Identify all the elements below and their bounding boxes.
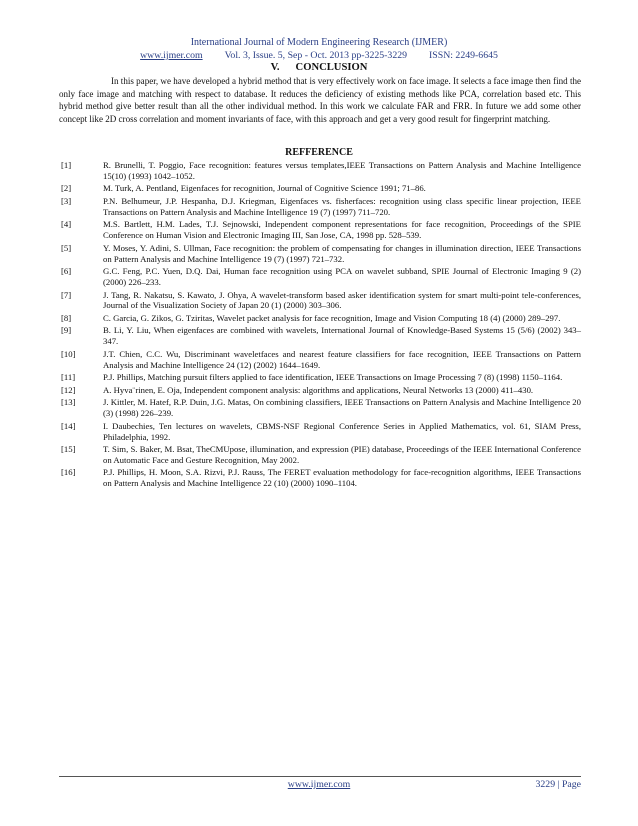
reference-text: R. Brunelli, T. Poggio, Face recognition: features versus templates,IEEE Transactions on Pattern Analysis and Machine Intelligence 15(10) (1993) 1042–1052.	[103, 160, 581, 181]
reference-number: [16]	[61, 467, 76, 478]
footer-url-link[interactable]: www.ijmer.com	[287, 779, 351, 790]
reference-text: B. Li, Y. Liu, When eigenfaces are combined with wavelets, International Journal of Knowledge-Based Systems 15 (5/6) (2002) 343–347.	[103, 325, 581, 347]
reference-text: I. Daubechies, Ten lectures on wavelets, CBMS-NSF Regional Conference Series in Applied Mathematics, vol. 61, SIAM Press, Philadelphia, 1992.	[103, 420, 581, 442]
reference-item	[59, 385, 581, 396]
reference-text: T. Sim, S. Baker, M. Bsat, TheCMUpose, illumination, and expression (PIE) database, Proceedings of the IEEE International Conference on Automatic Face and Gesture Recognition, May 2002.	[103, 444, 581, 465]
reference-item	[59, 325, 581, 347]
header-url-link[interactable]: www.ijmer.com	[140, 50, 203, 61]
reference-text: M.S. Bartlett, H.M. Lades, T.J. Sejnowski, Independent component representations for face recognition, Proceedings of the SPIE Conference on Human Vision and Electronic Imaging III, San Jose, CA, 1998 pp. 528–539.	[103, 219, 581, 241]
reference-text: P.J. Phillips, Matching pursuit filters applied to face identification, IEEE Transactions on Image Processing 7 (8) (1998) 1150–1164.	[103, 372, 563, 383]
header-meta	[0, 50, 638, 61]
reference-text: J.T. Chien, C.C. Wu, Discriminant waveletfaces and nearest feature classifiers for face recognition, IEEE Transactions on Pattern Analysis and Machine Intelligence 24 (12) (2002) 1644–1649.	[103, 348, 581, 370]
reference-item	[59, 349, 581, 371]
reference-item	[59, 160, 581, 182]
header-issn: ISSN: 2249-6645	[429, 50, 498, 61]
reference-number: [15]	[61, 444, 76, 455]
reference-number: [11]	[61, 372, 76, 383]
reference-item	[59, 196, 581, 218]
reference-number: [10]	[61, 348, 76, 359]
reference-item	[59, 183, 581, 194]
reference-text: M. Turk, A. Pentland, Eigenfaces for recognition, Journal of Cognitive Science 1991; 71–86.	[103, 183, 426, 194]
reference-text: J. Kittler, M. Hatef, R.P. Duin, J.G. Matas, On combining classifiers, IEEE Transactions on Pattern Analysis and Machine Intelligence 20 (3) (1998) 226–239.	[103, 397, 581, 419]
reference-text: C. Garcia, G. Zikos, G. Tziritas, Wavelet packet analysis for face recognition, Image and Vision Computing 18 (4) (2000) 289–297.	[103, 312, 561, 323]
reference-item	[59, 372, 581, 383]
reference-text: G.C. Feng, P.C. Yuen, D.Q. Dai, Human face recognition using PCA on wavelet subband, SPIE Journal of Electronic Imaging 9 (2) (2000) 226–233.	[103, 266, 581, 288]
section-heading	[0, 62, 638, 73]
reference-number: [4]	[61, 219, 72, 230]
reference-text: J. Tang, R. Nakatsu, S. Kawato, J. Ohya, A wavelet-transform based asker identification system for smart multi-point tele-conferences, Journal of the Visualization Society of Japan 20 (1) (2000) 303–306.	[103, 289, 581, 311]
reference-item	[59, 421, 581, 443]
reference-item	[59, 397, 581, 419]
reference-item	[59, 467, 581, 489]
reference-number: [8]	[61, 312, 72, 323]
reference-text: A. Hyva¨rinen, E. Oja, Independent component analysis: algorithms and applications, Neural Networks 13 (2000) 411–430.	[103, 384, 534, 395]
conclusion-paragraph	[59, 75, 581, 125]
reference-number: [6]	[61, 266, 72, 277]
reference-number: [5]	[61, 242, 72, 253]
reference-number: [1]	[61, 160, 72, 170]
footer-page-number: 3229 | Page	[535, 779, 581, 790]
reference-list	[59, 160, 581, 491]
footer-divider	[59, 776, 581, 777]
reference-number: [9]	[61, 325, 72, 336]
references-heading: REFFERENCE	[285, 147, 353, 158]
reference-number: [12]	[61, 384, 76, 395]
reference-item	[59, 444, 581, 466]
section-number: V.	[270, 62, 280, 73]
reference-number: [14]	[61, 420, 76, 431]
reference-item	[59, 219, 581, 241]
reference-text: Y. Moses, Y. Adini, S. Ullman, Face recognition: the problem of compensating for changes in illumination direction, IEEE Transactions on Pattern Analysis and Machine Intelligence 19 (7) (1997) 721–732.	[103, 242, 581, 264]
conclusion-text: In this paper, we have developed a hybrid method that is very effectively work on face image. It selects a face image then find the only face image and matching with respect to database. It reduces the deficiency of existing methods like PCA, correlation based etc. This hybrid method give better result than all the other individual method. In this work we calculate FAR and FRR. In future we add some other concept like 2D cross correlation and moment invariants of face, with this approach and get a very good result for fingerprint matching.	[59, 76, 581, 124]
reference-item	[59, 266, 581, 288]
header-volume: Vol. 3, Issue. 5, Sep - Oct. 2013 pp-3225-3229	[224, 50, 408, 61]
reference-item	[59, 243, 581, 265]
reference-number: [3]	[61, 195, 72, 206]
reference-item	[59, 313, 581, 324]
reference-text: P.N. Belhumeur, J.P. Hespanha, D.J. Kriegman, Eigenfaces vs. fisherfaces: recognition using class specific linear projection, IEEE Transactions on Pattern Analysis and Machine Intelligence 19 (7) (1997) 711–720.	[103, 195, 581, 217]
reference-number: [7]	[61, 289, 72, 300]
reference-text: P.J. Phillips, H. Moon, S.A. Rizvi, P.J. Rauss, The FERET evaluation methodology for face-recognition algorithms, IEEE Transactions on Pattern Analysis and Machine Intelligence 22 (10) (2000) 1090–1104.	[103, 467, 581, 489]
reference-number: [2]	[61, 183, 72, 194]
reference-item	[59, 290, 581, 312]
reference-number: [13]	[61, 397, 76, 408]
section-title: CONCLUSION	[295, 62, 368, 73]
journal-title: International Journal of Modern Engineering Research (IJMER)	[190, 37, 448, 48]
